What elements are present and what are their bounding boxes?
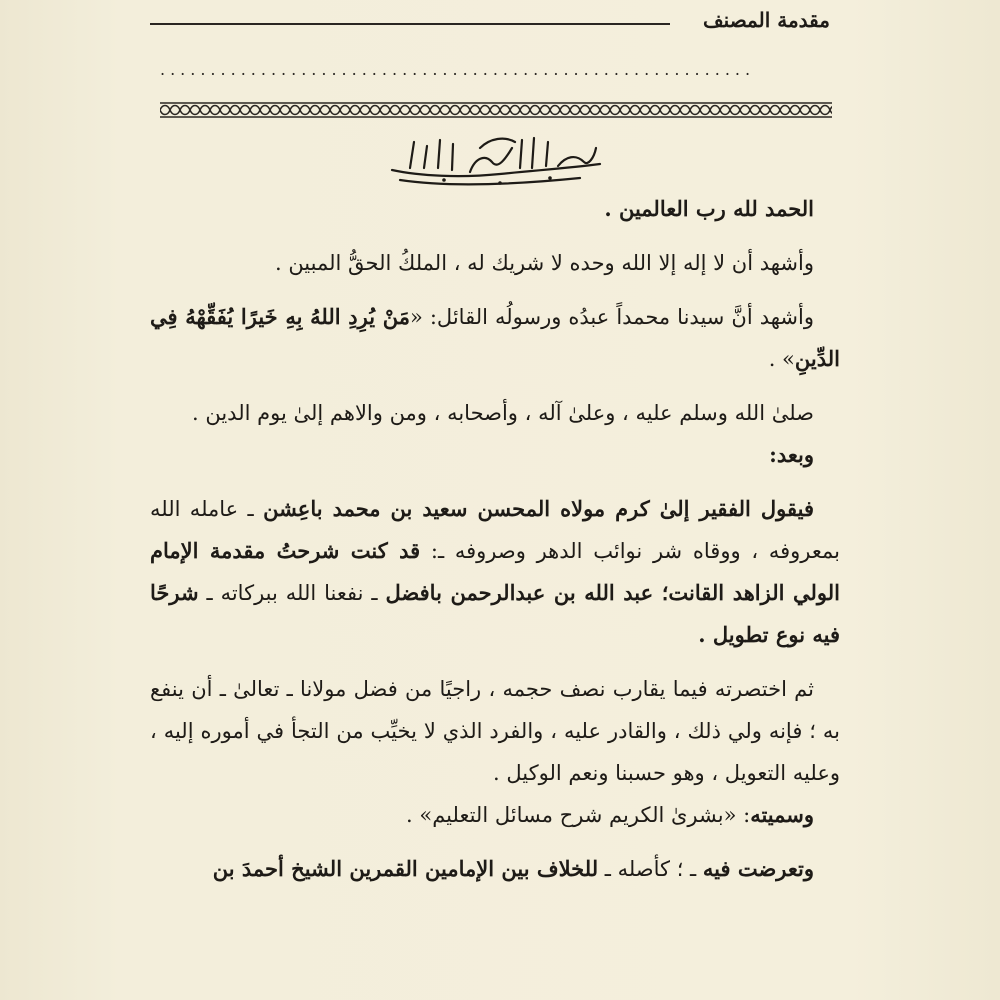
ornamental-border — [160, 101, 832, 119]
khilaf-intro: وتعرضت فيه — [702, 856, 814, 881]
chapter-title: مقدمة المصنف — [702, 8, 830, 32]
page-header — [150, 6, 830, 36]
paragraph-wabaad: وبعد: — [769, 442, 814, 467]
paragraph-salat: صلىٰ الله وسلم عليه ، وعلىٰ آله ، وأصحابه ، ومن والاهم إلىٰ يوم الدين . — [192, 401, 814, 425]
author-dua: ـ عامله الله بمعروفه ، ووقاه شر نوائب الدهر وصروفه ـ: — [150, 497, 840, 563]
author-name: فيقول الفقير إلىٰ كرم مولاه المحسن سعيد بن محمد باعِشن — [263, 496, 814, 521]
paragraph-shahada: وأشهد أن لا إله إلا الله وحده لا شريك له ، الملكُ الحقُّ المبين . — [274, 251, 814, 275]
blessing: ـ نفعنا الله ببركاته ـ — [198, 581, 386, 605]
header-rule — [150, 23, 670, 25]
commentary-note: شرحًا فيه نوع تطويل . — [150, 580, 840, 647]
paragraph-hamd: الحمد لله رب العالمين . — [604, 196, 814, 221]
shahada-close: » . — [768, 347, 795, 371]
book-title: : «بشرىٰ الكريم شرح مسائل التعليم» . — [406, 803, 751, 827]
hadith-quote: مَنْ يُرِدِ اللهُ بِهِ خَيرًا يُفَقِّهْهُ فِي الدِّينِ — [150, 304, 840, 371]
khilaf-imams: للخلاف بين الإمامين القمرين الشيخ أحمدَ بن — [212, 856, 599, 881]
title-label: وسميته — [750, 802, 814, 827]
paragraph-title — [150, 794, 840, 836]
dotted-separator: ........................................................... — [160, 60, 756, 79]
paragraph-abridgement: ثم اختصرته فيما يقارب نصف حجمه ، راجيًا من فضل مولانا ـ تعالىٰ ـ أن ينفع به ؛ فإنه ولي ذلك ، والقادر عليه ، والفرد الذي لا يخيِّب من التجأ في أموره إليه ، وعليه التعويل ، وهو حسبنا ونعم الوكيل . — [150, 677, 840, 785]
body-text — [150, 188, 840, 890]
shahada-intro: وأشهد أنَّ سيدنا محمداً عبدُه ورسولُه القائل: « — [409, 305, 814, 329]
paragraph-shahada-prophet — [150, 296, 840, 380]
paragraph-khilaf — [150, 848, 840, 890]
khilaf-aside: ـ ؛ كأصله ـ — [598, 857, 703, 881]
original-work: قد كنت شرحتُ مقدمة الإمام الولي الزاهد القانت؛ عبد الله بن عبدالرحمن بافضل — [150, 538, 841, 605]
basmala-calligraphy — [380, 128, 610, 188]
paragraph-author-intro — [150, 488, 840, 656]
